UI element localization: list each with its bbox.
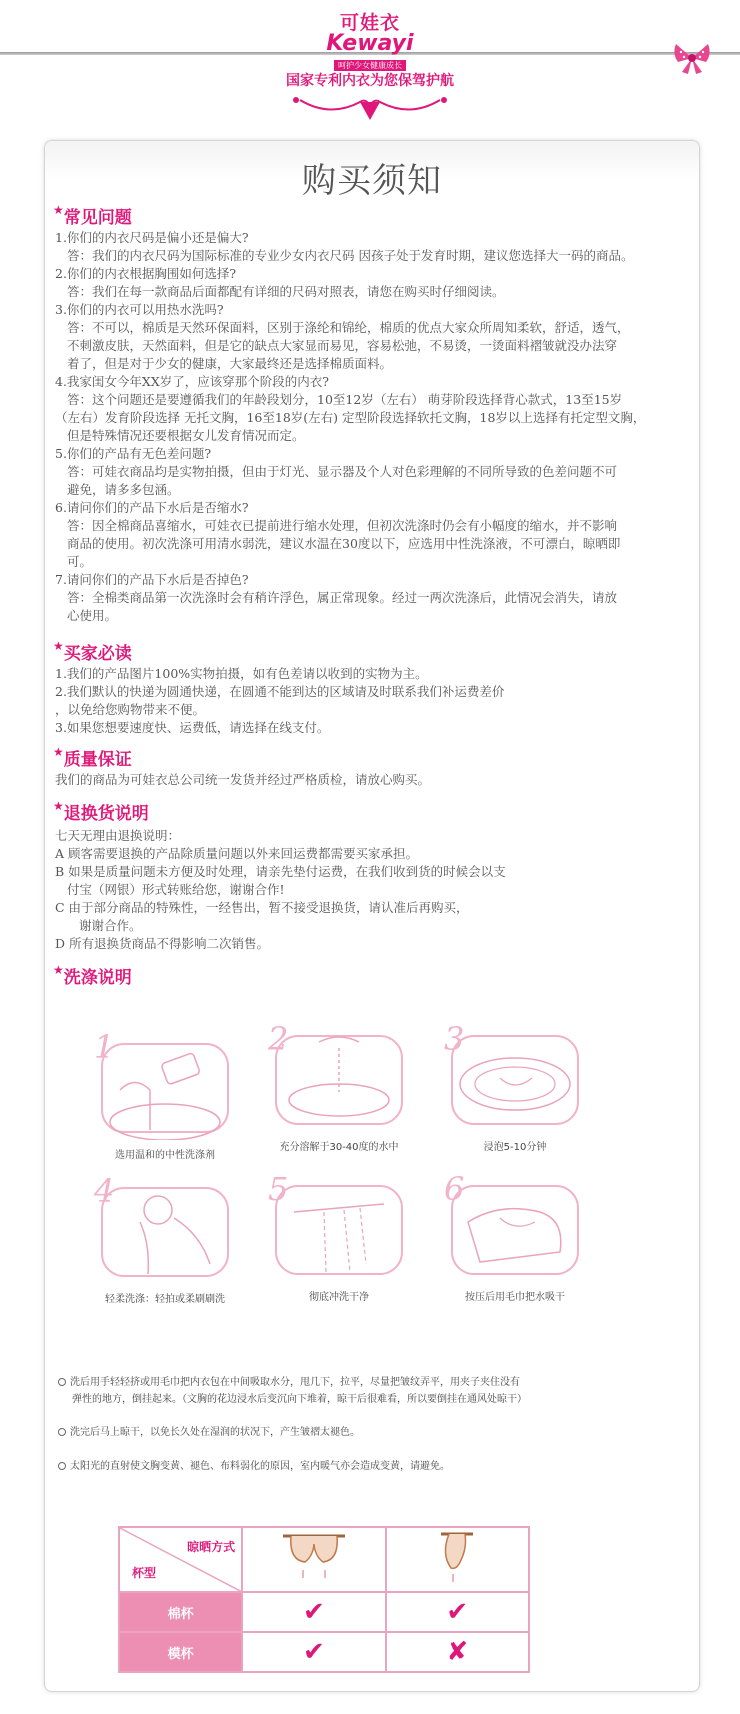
wash-step-caption: 充分溶解于30-40度的水中: [279, 1142, 399, 1153]
check-icon: ✔: [242, 1592, 385, 1632]
svg-text:1: 1: [94, 1030, 115, 1066]
svg-text:6: 6: [444, 1172, 465, 1208]
faq-answer: 心使用。: [67, 608, 118, 623]
returns-line: D 所有退换货商品不得影响二次销售。: [55, 936, 269, 951]
returns-section: [55, 827, 691, 953]
star-icon: ★: [53, 963, 64, 977]
table-corner-header: [119, 1527, 242, 1592]
buyer-item: 3.如果您想要速度快、运费低，请选择在线支付。: [55, 720, 330, 735]
star-icon: ★: [53, 639, 64, 653]
faq-answer: 着了，但是对于少女的健康，大家最终还是选择棉质面料。: [67, 356, 393, 371]
star-icon: ★: [53, 203, 64, 217]
wash-step-4: [90, 1174, 240, 1305]
molded-cup-label: 模杯: [119, 1632, 242, 1672]
wash-step-caption: 选用温和的中性洗涤剂: [115, 1150, 215, 1161]
buyer-section: [55, 665, 691, 737]
faq-question: 7.请问你们的产品下水后是否掉色?: [55, 572, 249, 587]
faq-question: 1.你们的内衣尺码是偏小还是偏大?: [55, 230, 249, 245]
returns-line: 谢谢合作。: [79, 918, 142, 933]
wash-step-3: [440, 1022, 590, 1153]
hand-wash-icon: [90, 1174, 240, 1284]
faq-answer: 答：因全棉商品喜缩水，可娃衣已提前进行缩水处理，但初次洗涤时仍会有小幅度的缩水，并不影响: [67, 518, 618, 533]
wash-step-2: [264, 1022, 414, 1153]
returns-line: 付宝（网银）形式转账给您，谢谢合作!: [67, 882, 285, 897]
faq-answer: 可。: [67, 554, 93, 569]
faq-answer: 答：可娃衣商品均是实物拍摄，但由于灯光、显示器及个人对色彩理解的不同所导致的色差问题不可: [67, 464, 618, 479]
page-title: 购买须知: [302, 161, 442, 201]
brand-name-en: Kewayi: [326, 31, 414, 56]
washing-heading: ★洗涤说明: [53, 963, 132, 988]
cup-type-label: 杯型: [132, 1566, 157, 1580]
returns-line: 七天无理由退换说明：: [55, 828, 181, 843]
faq-section: [55, 229, 691, 625]
faq-question: 3.你们的内衣可以用热水洗吗?: [55, 302, 224, 317]
buyer-item: 2.我们默认的快递为圆通快递，在圆通不能到达的区域请及时联系我们补运费差价: [55, 684, 505, 699]
quality-heading: ★质量保证: [53, 745, 132, 770]
water-basin-icon: [264, 1022, 414, 1132]
faq-answer: （左右）发育阶段选择 无托文胸，16至18岁(左右) 定型阶段选择软托文胸，18岁以上选择有托定型文胸，: [55, 410, 646, 425]
returns-line: A 顾客需要退换的产品除质量问题以外来回运费都需要买家承担。: [55, 846, 419, 861]
bullet-circle-icon: [58, 1462, 66, 1470]
buyer-heading: ★买家必读: [53, 639, 132, 664]
quality-text: 我们的商品为可娃衣总公司统一发货并经过严格质检，请放心购买。: [55, 772, 431, 787]
care-note-continued: 弹性的地方，倒挂起来。（文胸的花边浸水后变沉向下堆着，晾干后很难看，所以要倒挂在通风处晾干）: [72, 1394, 527, 1405]
brand-logo[interactable]: [310, 8, 430, 72]
star-icon: ★: [53, 745, 64, 759]
svg-text:4: 4: [94, 1174, 115, 1210]
faq-answer: 不刺激皮肤，天然面料，但是它的缺点大家显而易见，容易松弛，不易烫，一烫面料褶皱就没办法穿: [67, 338, 618, 353]
returns-line: C 由于部分商品的特殊性，一经售出，暂不接受退换货，请认准后再购买，: [55, 900, 469, 915]
faq-question: 2.你们的内衣根据胸围如何选择?: [55, 266, 237, 281]
star-icon: ★: [53, 799, 64, 813]
washing-steps: [60, 1022, 620, 1322]
rinse-icon: [264, 1172, 414, 1282]
soaking-basin-icon: [440, 1022, 590, 1132]
care-note: 太阳光的直射使文胸变黄、褪色、布料弱化的原因，室内暖气亦会造成变黄，请避免。: [58, 1458, 618, 1475]
brand-slogan: 国家专利内衣为您保驾护航: [286, 73, 454, 89]
returns-heading: ★退换货说明: [53, 799, 149, 824]
detergent-bottle-icon: [90, 1030, 240, 1140]
svg-text:3: 3: [444, 1022, 465, 1058]
returns-line: B 如果是质量问题未方便及时处理，请亲先垫付运费，在我们收到货的时候会以支: [55, 864, 506, 879]
faq-heading: ★常见问题: [53, 203, 132, 228]
faq-answer: 但是特殊情况还要根据女儿发育情况而定。: [67, 428, 305, 443]
cross-icon: ✘: [386, 1632, 529, 1672]
bullet-circle-icon: [58, 1378, 66, 1386]
faq-question: 5.你们的产品有无色差问题?: [55, 446, 212, 461]
faq-answer: 答：我们在每一款商品后面都配有详细的尺码对照表，请您在购买时仔细阅读。: [67, 284, 505, 299]
brand-tagline: 呵护少女健康成长: [334, 60, 406, 71]
ornament-flourish-icon: [0, 88, 740, 122]
faq-answer: 答：全棉类商品第一次洗涤时会有稍许浮色，属正常现象。经过一两次洗涤后，此情况会消失，请放: [67, 590, 618, 605]
wash-step-caption: 按压后用毛巾把水吸干: [465, 1292, 565, 1303]
hang-inverted-method: [386, 1527, 529, 1592]
check-icon: ✔: [242, 1632, 385, 1672]
wash-step-1: [90, 1030, 240, 1161]
faq-answer: 答：我们的内衣尺码为国际标准的专业少女内衣尺码 因孩子处于发育时期，建议您选择大一码的商品。: [67, 248, 634, 263]
wash-step-caption: 轻柔洗涤：轻拍或柔刷刷洗: [105, 1294, 225, 1305]
buyer-item: 1.我们的产品图片100%实物拍摄，如有色差请以收到的实物为主。: [55, 666, 428, 681]
svg-text:5: 5: [268, 1172, 289, 1208]
cotton-cup-label: 棉杯: [119, 1592, 242, 1632]
care-note: 洗后用手轻轻挤或用毛巾把内衣包在中间吸取水分，甩几下，拉平，尽量把皱纹弄平，用夹子夹住没有: [58, 1374, 618, 1391]
page-header: [0, 0, 740, 128]
bra-hanging-flat-icon: [279, 1530, 349, 1586]
faq-question: 4.我家闺女今年XX岁了，应该穿那个阶段的内衣?: [55, 374, 329, 389]
table-row: [119, 1632, 529, 1672]
wash-step-5: [264, 1172, 414, 1303]
towel-press-icon: [440, 1172, 590, 1282]
table-row: [119, 1592, 529, 1632]
wash-step-6: [440, 1172, 590, 1303]
drying-method-label: 晾晒方式: [187, 1540, 236, 1554]
brand-name-cn: 可娃衣: [339, 12, 400, 34]
hang-flat-method: [242, 1527, 385, 1592]
faq-answer: 商品的使用。初次洗涤可用清水弱洗，建议水温在30度以下，应选用中性洗涤液，不可漂白，晾晒即: [67, 536, 621, 551]
faq-answer: 答：这个问题还是要遵循我们的年龄段划分，10至12岁（左右） 萌芽阶段选择背心款式，13至15岁: [67, 392, 623, 407]
faq-answer: 答：不可以，棉质是天然环保面料，区别于涤纶和锦纶，棉质的优点大家众所周知柔软，舒适，透气，: [67, 320, 630, 335]
svg-text:2: 2: [268, 1022, 289, 1058]
care-note: 洗完后马上晾干，以免长久处在湿润的状况下，产生皱褶太褪色。: [58, 1424, 618, 1441]
faq-answer: 避免，请多多包涵。: [67, 482, 180, 497]
drying-method-table: [118, 1526, 530, 1673]
buyer-item: ，以免给您购物带来不便。: [55, 702, 206, 717]
bra-hanging-inverted-icon: [427, 1530, 487, 1586]
bullet-circle-icon: [58, 1428, 66, 1436]
check-icon: ✔: [386, 1592, 529, 1632]
faq-question: 6.请问你们的产品下水后是否缩水?: [55, 500, 249, 515]
wash-step-caption: 浸泡5-10分钟: [483, 1142, 547, 1153]
wash-step-caption: 彻底冲洗干净: [309, 1292, 369, 1303]
